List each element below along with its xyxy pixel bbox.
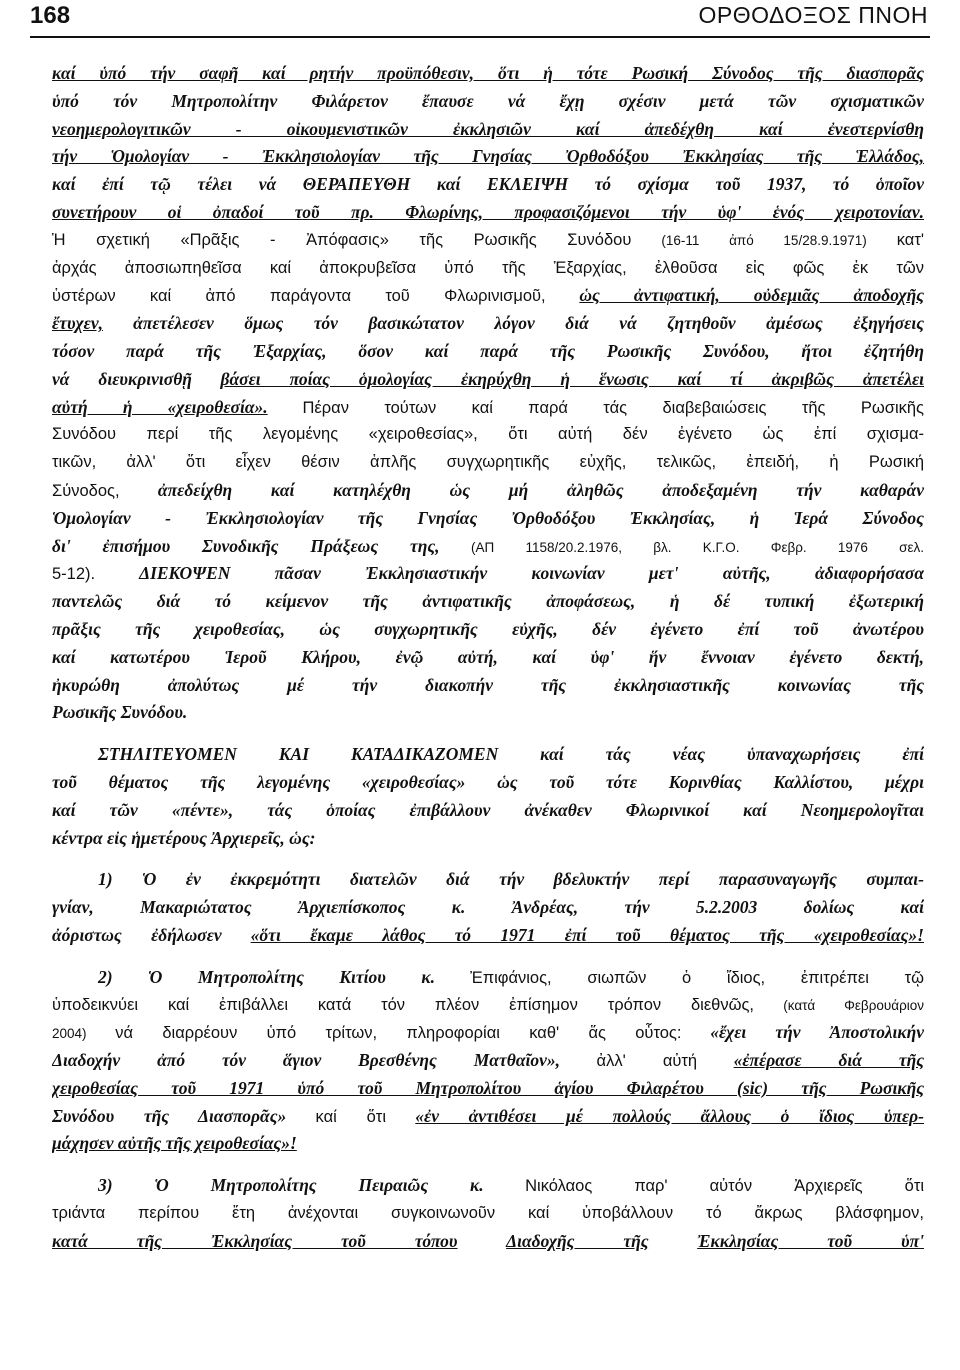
text-segment: «ὅτι ἔκαμε λάθος τό 1971 ἐπί τοῦ θέματος τῆς «χειροθεσίας»!	[250, 924, 924, 945]
text-segment: τήν Ὁμολογίαν - Ἐκκλησιολογίαν τῆς Γνησίας Ὀρθοδόξου Ἐκκλησίας τῆς Ἑλλάδος,	[52, 146, 924, 167]
text-segment: 3) Ὁ Μητροπολίτης Πειραιῶς κ.	[98, 1175, 484, 1196]
text-segment: Νικόλαος παρ' αὐτόν Ἀρχιερεῖς ὅτι	[525, 1177, 924, 1196]
text-line	[52, 394, 924, 422]
text-line	[52, 797, 924, 825]
text-segment: τριάντα περίπου ἔτη ἀνέχονται συγκοινωνοῦν καί ὑποβάλλουν τό ἄκρως βλάσφημον,	[52, 1204, 924, 1223]
text-segment: τοῦ θέματος τῆς λεγομένης «χειροθεσίας» ὡς τοῦ τότε Κορινθίας Καλλίστου, μέχρι	[52, 771, 924, 792]
text-line	[52, 171, 924, 199]
text-segment: «ἐπέρασε διά τῆς	[733, 1050, 924, 1071]
text-line	[52, 616, 924, 644]
text-line	[52, 477, 924, 505]
text-line	[52, 1047, 924, 1075]
text-segment: δι' ἐπισήμου Συνοδικῆς Πράξεως της,	[52, 535, 440, 556]
text-segment: (ΑΠ 1158/20.2.1976, βλ. Κ.Γ.Ο. Φεβρ. 1976 σελ.	[471, 539, 924, 555]
text-segment: Ἡ σχετική «Πρᾶξις - Ἀπόφασις» τῆς Ρωσικῆς Συνόδου	[52, 230, 632, 249]
running-title: ΟΡΘΟΔΟΞΟΣ ΠΝΟΗ	[698, 2, 928, 28]
text-segment: Ἐπιφάνιος, σιωπῶν ὁ ἴδιος, ἐπιτρέπει τῷ	[470, 968, 924, 987]
list-item	[52, 964, 924, 992]
text-line	[52, 282, 924, 310]
text-segment: ἀόριστως ἐδήλωσεν	[52, 924, 222, 945]
text-line	[52, 699, 924, 727]
text-segment: 1) Ὁ ἐν ἐκκρεμότητι διατελῶν διά τήν βδελυκτήν περί παρασυναγωγῆς συμπαι-	[98, 869, 924, 890]
text-segment: καί ἐπί τῷ τέλει νά ΘΕΡΑΠΕΥΘΗ καί ΕΚΛΕΙΨΗ τό σχίσμα τοῦ 1937, τό ὁποῖον	[52, 174, 924, 195]
text-line	[52, 60, 924, 88]
text-line	[52, 1200, 924, 1228]
list-item	[52, 866, 924, 894]
text-line	[52, 338, 924, 366]
text-segment: «ἔχει τήν Ἀποστολικήν	[710, 1022, 924, 1043]
text-line	[52, 894, 924, 922]
text-segment: ὡς ἀντιφατική, οὐδεμιᾶς ἀποδοχῆς	[579, 285, 924, 306]
text-segment: καί ὑπό τήν σαφῆ καί ρητήν προϋπόθεσιν, ὅτι ἡ τότε Ρωσική Σύνοδος τῆς διασπορᾶς	[52, 63, 924, 83]
text-segment: βάσει ποίας ὁμολογίας ἐκηρύχθη ἡ ἕνωσις καί τί ἀκριβῶς ἀπετέλει	[220, 368, 924, 389]
text-segment: ὑπό τόν Μητροπολίτην Φιλάρετον ἔπαυσε νά ἔχῃ σχέσιν μετά τῶν σχισματικῶν	[52, 90, 924, 111]
text-line	[52, 769, 924, 797]
text-segment: καί κατωτέρου Ἱεροῦ Κλήρου, ἐνῷ αὐτή, καί ὑφ' ἥν ἔννοιαν ἐγένετο δεκτή,	[52, 646, 924, 667]
text-segment: 5-12).	[52, 565, 96, 584]
text-line	[52, 199, 924, 227]
text-line	[52, 421, 924, 449]
text-segment: κέντρα εἰς ἡμετέρους Ἀρχιερεῖς, ὡς:	[52, 827, 316, 848]
text-segment: ΣΤΗΛΙΤΕΥΟΜΕΝ ΚΑΙ ΚΑΤΑΔΙΚΑΖΟΜΕΝ καί τάς νέας ὑπαναχωρήσεις ἐπί	[98, 744, 924, 765]
text-line	[52, 88, 924, 116]
text-line	[52, 588, 924, 616]
text-line	[52, 310, 924, 338]
text-segment: τόσον παρά τῆς Ἐξαρχίας, ὅσον καί παρά τῆς Ρωσικῆς Συνόδου, ἤτοι ἐζητήθη	[52, 340, 924, 361]
text-line	[52, 741, 924, 769]
text-segment: ὑποδεικνύει καί ἐπιβάλλει κατά τόν πλέον ἐπίσημον τρόπον διεθνῶς,	[52, 995, 755, 1014]
list-item	[52, 1172, 924, 1200]
text-line	[52, 1228, 924, 1256]
text-segment: Ἐκκλησίας τοῦ ὑπ'	[697, 1230, 924, 1251]
text-line	[52, 1130, 924, 1158]
text-segment: κατ'	[896, 230, 924, 249]
text-segment: Ρωσικῆς Συνόδου.	[52, 702, 188, 723]
text-segment: ὑστέρων καί ἀπό παράγοντα τοῦ Φλωρινισμοῦ,	[52, 287, 546, 306]
text-segment: ἀπεδείχθη καί κατηλέχθη ὡς μή ἀληθῶς ἀποδεξαμένη τήν καθαράν	[157, 479, 924, 500]
text-line	[52, 255, 924, 283]
text-line	[52, 116, 924, 144]
text-segment: γνίαν, Μακαριώτατος Ἀρχιεπίσκοπος κ. Ἀνδρέας, τήν 5.2.2003 δολίως καί	[52, 897, 924, 918]
text-line	[52, 560, 924, 588]
text-segment: Πέραν τούτων καί παρά τάς διαβεβαιώσεις τῆς Ρωσικῆς	[302, 398, 924, 417]
text-line	[52, 644, 924, 672]
text-segment: νεοημερολογιτικῶν - οἰκουμενιστικῶν ἐκκλησιῶν καί ἀπεδέχθη καί ἐνεστερνίσθη	[52, 118, 924, 139]
text-segment: καί ὅτι	[315, 1107, 386, 1126]
page-header	[30, 2, 928, 34]
text-segment: Διαδοχῆς τῆς	[506, 1230, 649, 1251]
text-segment: παντελῶς διά τό κείμενον τῆς ἀντιφατικῆς ἀποφάσεως, ἡ δέ τυπική ἐξωτερική	[52, 591, 924, 612]
text-segment: Συνόδου τῆς Διασπορᾶς»	[52, 1105, 287, 1126]
text-line	[52, 505, 924, 533]
text-line	[52, 533, 924, 561]
text-segment: νά διευκρινισθῇ	[52, 368, 192, 389]
text-segment: συνετήρουν οἱ ὀπαδοί τοῦ πρ. Φλωρίνης, προφασιζόμενοι τήν ὑφ' ἑνός χειροτονίαν.	[52, 201, 924, 222]
text-line	[52, 992, 924, 1020]
text-line	[52, 1075, 924, 1103]
text-segment: μάχησεν αὐτῆς τῆς χειροθεσίας»!	[52, 1133, 297, 1154]
text-line	[52, 672, 924, 700]
text-line	[52, 449, 924, 477]
text-segment: (κατά Φεβρουάριον	[783, 997, 924, 1013]
text-segment: πρᾶξις τῆς χειροθεσίας, ὡς συγχωρητικῆς εὐχῆς, δέν ἐγένετο ἐπί τοῦ ἀνωτέρου	[52, 618, 924, 639]
text-segment: ἔτυχεν,	[52, 313, 103, 334]
text-segment: Ὁμολογίαν - Ἐκκλησιολογίαν τῆς Γνησίας Ὀρθοδόξου Ἐκκλησίας, ἡ Ἱερά Σύνοδος	[52, 507, 924, 528]
text-line	[52, 1103, 924, 1131]
text-line	[52, 366, 924, 394]
text-segment: Διαδοχήν ἀπό τόν ἅγιον Βρεσθένης Ματθαῖον»,	[52, 1050, 561, 1071]
header-rule	[30, 36, 930, 38]
text-segment: νά διαρρέουν ὑπό τρίτων, πληροφορίαι καθ' ἅς οὗτος:	[115, 1024, 682, 1043]
text-segment: 2004)	[52, 1026, 87, 1042]
text-segment: καί τῶν «πέντε», τάς ὁποίας ἐπιβάλλουν ἀνέκαθεν Φλωρινικοί καί Νεοημερολογῖται	[52, 799, 924, 820]
page-number: 168	[30, 2, 71, 29]
text-segment: τικῶν, ἀλλ' ὅτι εἶχεν θέσιν ἁπλῆς συγχωρητικῆς εὐχῆς, τελικῶς, ἐπειδή, ἡ Ρωσική	[52, 453, 924, 472]
text-line	[52, 922, 924, 950]
text-segment: (16-11 ἀπό 15/28.9.1971)	[661, 232, 867, 248]
text-segment: Συνόδου περί τῆς λεγομένης «χειροθεσίας», ὅτι αὐτή δέν ἐγένετο ὡς ἐπί σχισμα-	[52, 425, 924, 444]
body-text	[52, 60, 924, 1256]
text-segment: ΔΙΕΚΟΨΕΝ πᾶσαν Ἐκκλησιαστικήν κοινωνίαν μετ' αὐτῆς, ἀδιαφορήσασα	[139, 563, 924, 584]
text-segment: «ἐν ἀντιθέσει μέ πολλούς ἄλλους ὁ ἴδιος ὑπερ-	[415, 1105, 924, 1126]
text-segment: αὐτή ἡ «χειροθεσία».	[52, 396, 268, 417]
text-segment: ἀλλ' αὐτή	[596, 1052, 698, 1071]
text-segment: χειροθεσίας τοῦ 1971 ὑπό τοῦ Μητροπολίτου ἁγίου Φιλαρέτου (sic) τῆς Ρωσικῆς	[52, 1077, 924, 1098]
text-line	[52, 143, 924, 171]
text-segment: ἠκυρώθη ἀπολύτως μέ τήν διακοπήν τῆς ἐκκλησιαστικῆς κοινωνίας τῆς	[52, 674, 924, 695]
text-segment: ἀρχάς ἀποσιωπηθεῖσα καί ἀποκρυβεῖσα ὑπό τῆς Ἐξαρχίας, ἐλθοῦσα εἰς φῶς ἐκ τῶν	[52, 258, 924, 277]
text-segment: ἀπετέλεσεν ὅμως τόν βασικώτατον λόγον διά νά ζητηθοῦν ἀμέσως ἐξηγήσεις	[133, 313, 924, 334]
text-segment: Σύνοδος,	[52, 481, 120, 500]
text-line	[52, 227, 924, 255]
text-line	[52, 1019, 924, 1047]
text-segment: 2) Ὁ Μητροπολίτης Κιτίου κ.	[98, 966, 435, 987]
text-segment: κατά τῆς Ἐκκλησίας τοῦ τόπου	[52, 1230, 458, 1251]
text-line	[52, 825, 924, 853]
